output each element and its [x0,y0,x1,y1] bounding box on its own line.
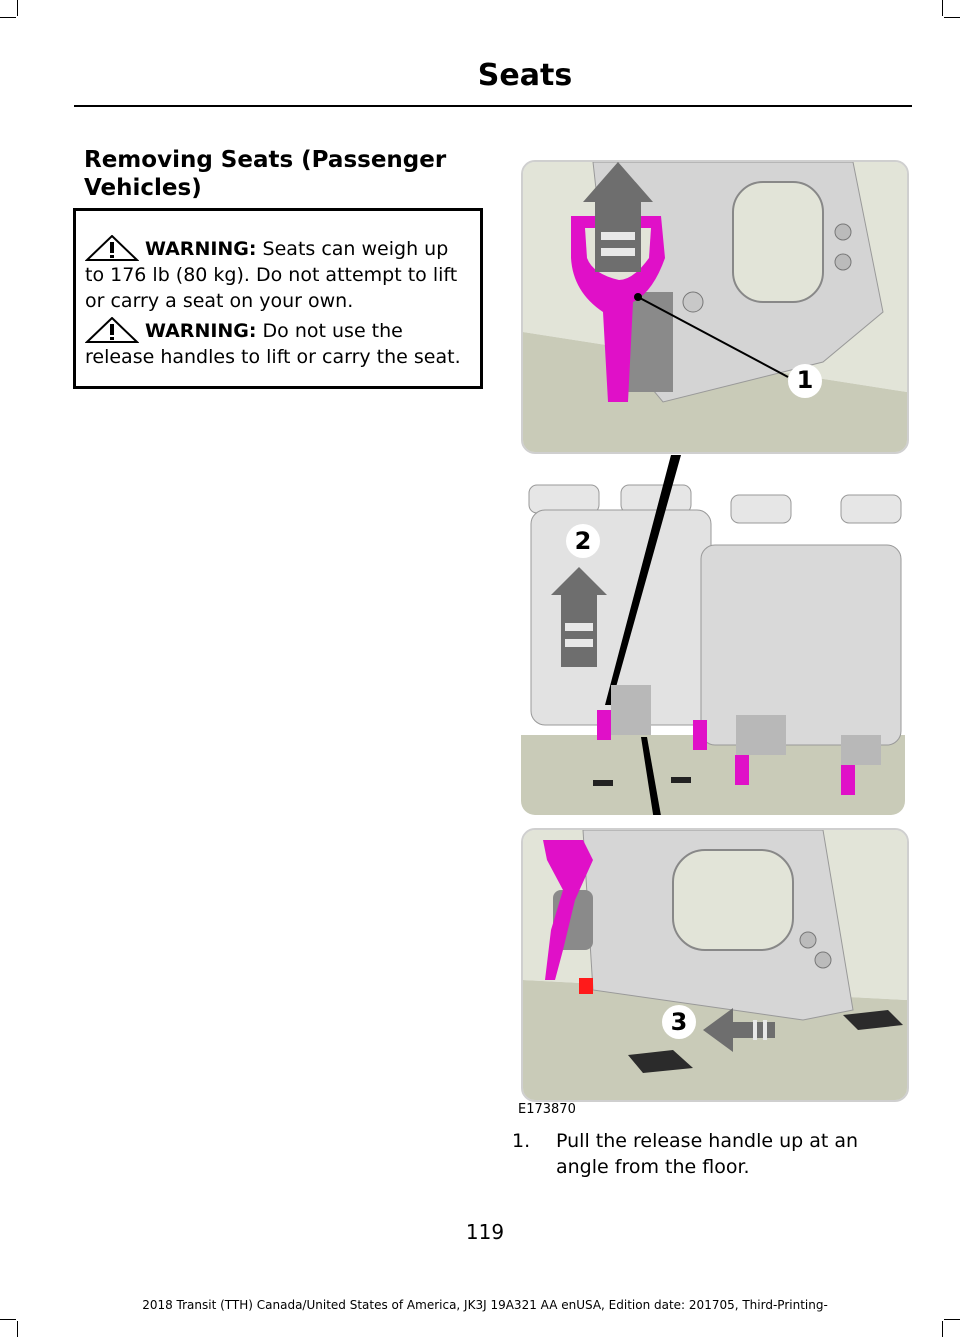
figure-id: E173870 [518,1102,576,1117]
warning-box [73,208,483,389]
warning-text: Do not use the release handles to lift or carry the seat. [85,320,461,368]
warning-label: WARNING: [145,320,257,342]
page-footer: 2018 Transit (TTH) Canada/United States of America, JK3J 19A321 AA enUSA, Edition date: 201705, Third-Printing- [142,1298,828,1312]
warning-triangle-icon [85,235,139,261]
figure-panel-middle [521,455,905,815]
callout-2: 2 [574,527,592,555]
step-item [512,1128,912,1180]
step-number: 1. [512,1130,531,1152]
callout-1: 1 [796,366,814,394]
warning-label: WARNING: [145,238,257,260]
crop-mark [0,1319,16,1320]
warning-1 [85,235,470,314]
crop-mark [17,1321,18,1337]
page-number: 119 [465,1220,505,1244]
warning-triangle-icon [85,317,139,343]
warning-text: Seats can weigh up to 176 lb (80 kg). Do not attempt to lift or carry a seat on your own. [85,238,458,312]
crop-mark [942,0,943,16]
crop-mark [944,17,960,18]
warning-2 [85,317,470,370]
step-text: Pull the release handle up at an angle from the floor. [556,1130,859,1178]
seat-latch-illustration [523,162,907,452]
figure-panel-bottom [521,828,909,1102]
crop-mark [944,1319,960,1320]
header-divider [74,105,912,107]
page-header-title: Seats [477,58,573,93]
crop-mark [17,0,18,16]
callout-3: 3 [670,1008,688,1036]
passenger-seats-illustration [521,455,905,815]
crop-mark [0,17,16,18]
crop-mark [942,1321,943,1337]
seat-release-illustration [523,830,907,1100]
figure-panel-top [521,160,909,454]
section-title: Removing Seats (Passenger Vehicles) [84,147,447,201]
